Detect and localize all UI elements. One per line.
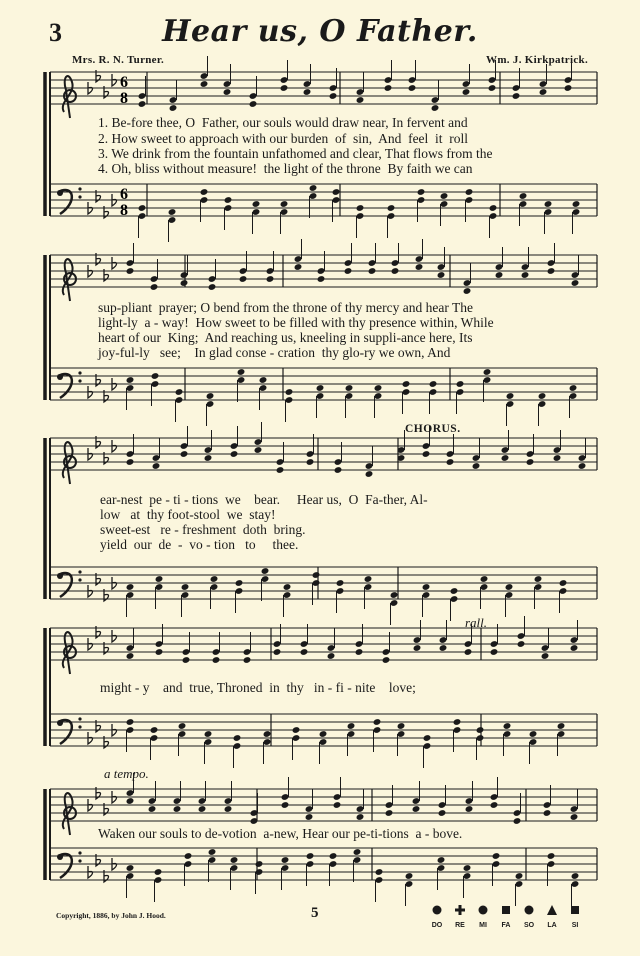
note-head (541, 652, 550, 660)
note-head (126, 652, 135, 660)
bass-clef-icon (78, 195, 81, 198)
note-head (204, 730, 213, 738)
note-head (150, 283, 159, 291)
flat-icon (112, 440, 117, 452)
note-head (283, 583, 292, 591)
note-head (413, 644, 422, 652)
time-signature: 6 (120, 186, 128, 203)
note-head (210, 575, 219, 583)
note-head (178, 722, 187, 730)
note-head (439, 644, 448, 652)
note-head (547, 267, 556, 275)
note-head (126, 864, 135, 872)
note-head (571, 872, 580, 880)
bass-clef-icon (78, 371, 81, 374)
note-head (306, 458, 315, 466)
note-head (456, 380, 465, 388)
note-head (356, 204, 365, 212)
note-head (281, 856, 290, 864)
lyric-line: 3. We drink from the fountain unfathomed and clear, That flows from the (98, 146, 493, 161)
note-head (344, 267, 353, 275)
note-head (254, 446, 263, 454)
note-head (557, 722, 566, 730)
note-head (431, 104, 440, 112)
note-head (224, 805, 233, 813)
copyright-notice: Copyright, 1886, by John J. Hood. (56, 911, 166, 920)
note-head (543, 809, 552, 817)
note-head (333, 801, 342, 809)
lyric-line: 1. Be-fore thee, O Father, our souls would draw near, In fervent and (98, 115, 468, 130)
note-head (553, 454, 562, 462)
note-head (513, 817, 522, 825)
note-head (489, 204, 498, 212)
note-head (570, 644, 579, 652)
note-head (155, 575, 164, 583)
note-head (198, 805, 207, 813)
bass-clef-icon (78, 725, 81, 728)
flat-icon (112, 378, 117, 390)
note-head (450, 587, 459, 595)
note-head (126, 376, 135, 384)
note-head (249, 100, 258, 108)
note-head (285, 388, 294, 396)
note-head (463, 864, 472, 872)
note-head (387, 204, 396, 212)
note-head (480, 575, 489, 583)
note-head (300, 648, 309, 656)
note-head (412, 805, 421, 813)
note-head (538, 392, 547, 400)
note-head (446, 458, 455, 466)
flat-icon (88, 732, 93, 744)
note-head (280, 84, 289, 92)
note-head (423, 734, 432, 742)
note-head (230, 450, 239, 458)
bass-clef-icon (78, 187, 81, 190)
note-head (453, 718, 462, 726)
flat-icon (112, 858, 117, 870)
note-head (332, 188, 341, 196)
bass-clef-icon (78, 570, 81, 573)
footer-page-number: 5 (311, 905, 319, 921)
note-head (175, 388, 184, 396)
page-number: 3 (49, 18, 62, 47)
lyric-line: light-ly a - way! How sweet to be filled with thy presence within, While (98, 315, 494, 330)
bass-clef-icon (57, 854, 63, 860)
note-head (515, 872, 524, 880)
flat-icon (112, 577, 117, 589)
note-head (303, 88, 312, 96)
note-head (294, 263, 303, 271)
note-head (126, 267, 135, 275)
note-head (233, 734, 242, 742)
note-head (334, 466, 343, 474)
time-signature: 8 (120, 202, 128, 219)
note-head (261, 567, 270, 575)
note-head (417, 188, 426, 196)
bass-clef-icon (57, 190, 63, 196)
note-head (263, 730, 272, 738)
lyricist-credit: Mrs. R. N. Turner. (72, 54, 165, 66)
note-head (345, 384, 354, 392)
note-head (526, 458, 535, 466)
note-head (126, 458, 135, 466)
note-head (200, 188, 209, 196)
time-signature: 6 (120, 74, 128, 91)
solfa-label: FA (501, 922, 511, 929)
note-head (151, 372, 160, 380)
note-head (373, 718, 382, 726)
flat-icon (112, 194, 117, 206)
note-head (405, 872, 414, 880)
solfa-label: LA (547, 922, 557, 929)
note-head (309, 184, 318, 192)
note-head (571, 279, 580, 287)
solfa-label: MI (479, 922, 487, 929)
lyric-line: joy-ful-ly see; In glad conse - cration thy glo-ry we own, And (98, 345, 451, 360)
note-head (230, 856, 239, 864)
note-head (374, 384, 383, 392)
note-head (259, 376, 268, 384)
note-head (126, 583, 135, 591)
note-head (150, 726, 159, 734)
flat-icon (112, 630, 117, 642)
note-head (181, 583, 190, 591)
note-head (138, 204, 147, 212)
note-head (184, 852, 193, 860)
note-head (239, 275, 248, 283)
note-head (355, 648, 364, 656)
note-head (517, 640, 526, 648)
note-head (266, 275, 275, 283)
note-head (539, 88, 548, 96)
flat-icon (112, 791, 117, 803)
a-tempo-marking: a tempo. (104, 766, 149, 781)
note-head (375, 868, 384, 876)
note-head (316, 384, 325, 392)
lyric-line: 4. Oh, bliss without measure! the light of the throne By faith we can (98, 161, 473, 176)
bass-clef-icon (57, 720, 63, 726)
flat-icon (88, 866, 93, 878)
note-head (204, 454, 213, 462)
note-head (180, 450, 189, 458)
note-head (544, 200, 553, 208)
note-head (438, 809, 447, 817)
note-head (281, 801, 290, 809)
bass-clef-icon (78, 578, 81, 581)
flat-icon (112, 724, 117, 736)
note-head (440, 192, 449, 200)
note-head (464, 648, 473, 656)
note-head (319, 730, 328, 738)
note-head (223, 88, 232, 96)
note-head (148, 805, 157, 813)
note-head (173, 805, 182, 813)
note-head (243, 656, 252, 664)
note-head (472, 462, 481, 470)
flat-icon (112, 257, 117, 269)
note-head (462, 88, 471, 96)
note-head (208, 848, 217, 856)
bass-clef-icon (57, 573, 63, 579)
note-head (235, 579, 244, 587)
note-head (572, 200, 581, 208)
flat-icon (88, 638, 93, 650)
rall-marking: rall. (465, 615, 488, 630)
note-head (564, 84, 573, 92)
note-head (505, 583, 514, 591)
note-head (570, 813, 579, 821)
note-head (154, 868, 163, 876)
note-head (437, 271, 446, 279)
note-head (356, 813, 365, 821)
note-head (126, 718, 135, 726)
solfa-label: SO (523, 922, 535, 929)
note-head (415, 263, 424, 271)
note-head (490, 801, 499, 809)
note-head (317, 275, 326, 283)
flat-icon (88, 202, 93, 214)
note-head (169, 104, 178, 112)
note-head (329, 92, 338, 100)
note-head (237, 368, 246, 376)
time-signature: 8 (120, 90, 128, 107)
flat-icon (88, 448, 93, 460)
flat-icon (88, 386, 93, 398)
lyric-line: 2. How sweet to approach with our burden of sin, And feel it roll (98, 131, 469, 146)
note-head (465, 805, 474, 813)
lyric-line: heart of our King; And reaching us, kneeling in suppli-ance here, Its (98, 330, 473, 345)
solfa-shape-icon (479, 906, 488, 915)
bass-clef-icon (78, 851, 81, 854)
flat-icon (112, 74, 117, 86)
note-head (306, 852, 315, 860)
lyric-line: Waken our souls to de-votion a-new, Hear our pe-ti-tions a - bove. (98, 826, 463, 841)
solfa-shape-key (427, 903, 597, 931)
bass-clef-icon (78, 859, 81, 862)
composer-credit: Wm. J. Kirkpatrick. (486, 54, 588, 66)
note-head (521, 271, 530, 279)
bass-clef-icon (78, 717, 81, 720)
note-head (206, 392, 215, 400)
note-head (463, 287, 472, 295)
hymn-title: Hear us, O Father. (162, 14, 478, 49)
flat-icon (88, 82, 93, 94)
note-head (519, 192, 528, 200)
lyric-line: sweet-est re - freshment doth bring. (100, 522, 306, 537)
note-head (365, 470, 374, 478)
note-head (492, 852, 501, 860)
lyric-line: ear-nest pe - ti - tions we bear. Hear us, O Fa-ther, Al- (100, 492, 428, 507)
note-head (483, 368, 492, 376)
note-head (385, 809, 394, 817)
note-head (276, 466, 285, 474)
note-head (312, 571, 321, 579)
solfa-label: DO (431, 922, 443, 929)
lyric-line: low at thy foot-stool we stay! (100, 507, 276, 522)
note-head (212, 656, 221, 664)
solfa-shape-icon (433, 906, 442, 915)
note-head (503, 722, 512, 730)
note-head (495, 271, 504, 279)
note-head (437, 856, 446, 864)
note-head (182, 656, 191, 664)
flat-icon (88, 265, 93, 277)
note-head (155, 648, 164, 656)
note-head (152, 462, 161, 470)
note-head (408, 84, 417, 92)
note-head (547, 852, 556, 860)
note-head (578, 462, 587, 470)
bass-clef-icon (78, 379, 81, 382)
note-head (559, 579, 568, 587)
solfa-shape-icon (455, 905, 465, 915)
note-head (180, 279, 189, 287)
lyric-line: yield our de - vo - tion to thee. (100, 537, 299, 552)
note-head (356, 96, 365, 104)
note-head (280, 200, 289, 208)
note-head (138, 100, 147, 108)
note-head (476, 726, 485, 734)
note-head (529, 730, 538, 738)
note-head (402, 380, 411, 388)
note-head (384, 84, 393, 92)
note-head (569, 384, 578, 392)
solfa-shape-icon (525, 906, 534, 915)
note-head (391, 267, 400, 275)
note-head (422, 450, 431, 458)
note-head (490, 648, 499, 656)
solfa-shape-icon (502, 906, 510, 914)
note-head (327, 652, 336, 660)
note-head (429, 380, 438, 388)
note-head (329, 852, 338, 860)
bass-clef-icon (57, 374, 63, 380)
note-head (273, 648, 282, 656)
note-head (390, 591, 399, 599)
solfa-shape-icon (571, 906, 579, 914)
lyric-line: sup-pliant prayer; O bend from the throne of thy mercy and hear The (98, 300, 474, 315)
note-head (200, 80, 209, 88)
note-head (506, 392, 515, 400)
note-head (252, 200, 261, 208)
note-head (364, 575, 373, 583)
note-head (353, 848, 362, 856)
note-head (336, 579, 345, 587)
solfa-label: RE (455, 922, 465, 929)
solfa-shape-icon (547, 905, 557, 915)
chorus-marking: CHORUS. (405, 423, 461, 435)
note-head (126, 797, 135, 805)
note-head (465, 188, 474, 196)
note-head (422, 583, 431, 591)
note-head (292, 726, 301, 734)
note-head (208, 283, 217, 291)
note-head (501, 454, 510, 462)
note-head (305, 813, 314, 821)
note-head (224, 196, 233, 204)
note-head (255, 860, 264, 868)
solfa-label: SI (571, 922, 579, 929)
flat-icon (88, 799, 93, 811)
note-head (347, 722, 356, 730)
note-head (368, 267, 377, 275)
note-head (397, 722, 406, 730)
note-head (534, 575, 543, 583)
flat-icon (88, 585, 93, 597)
lyric-line: might - y and true, Throned in thy in - fi - nite love; (100, 680, 416, 695)
note-head (382, 656, 391, 664)
note-head (488, 84, 497, 92)
note-head (168, 208, 177, 216)
note-head (512, 92, 521, 100)
